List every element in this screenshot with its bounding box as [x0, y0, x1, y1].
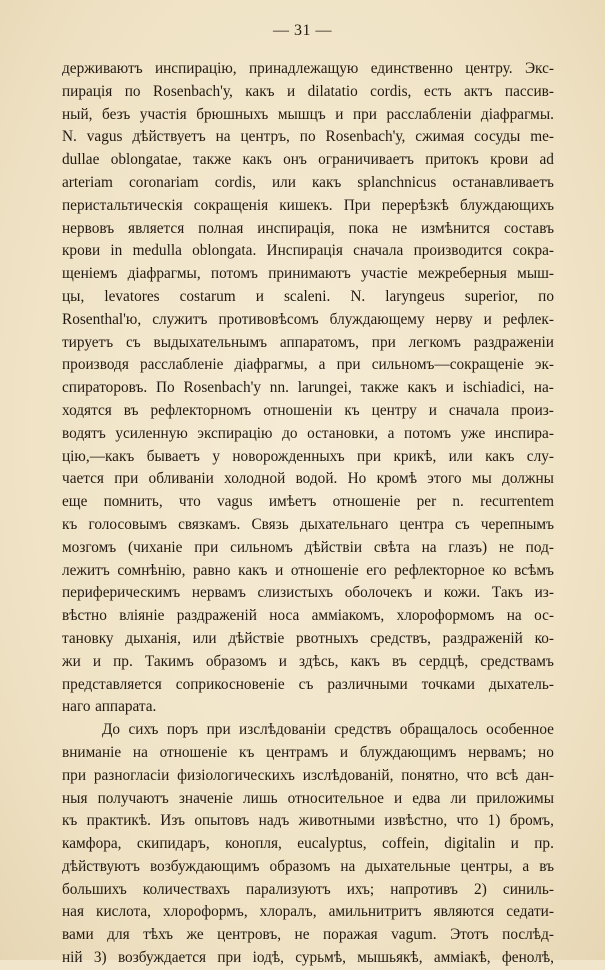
text-line: arteriam coronariam cordis, или какъ splanchnicus останавливаетъ	[62, 173, 554, 191]
text-line: держиваютъ инспирацію, принадлежащую единственно центру. Экс-	[62, 60, 554, 77]
text-line: dullae oblongatae, также какъ онъ ограничиваетъ притокъ крови ad	[62, 151, 554, 169]
text-line: периферическимъ нервамъ слизистыхъ оболочекъ и кожи. Такъ из-	[62, 584, 554, 602]
text-line: жи и пр. Такимъ образомъ и здѣсь, какъ въ сердцѣ, средствамъ	[62, 652, 554, 670]
text-line: еще помнить, что vagus имѣетъ отношеніе per n. recurrentem	[62, 493, 554, 511]
text-line: спираторовъ. По Rosenbach'у nn. larungei, также какъ и ischiadici, на-	[62, 379, 554, 397]
text-line: крови in medulla oblongata. Инспирація сначала производится сокра-	[62, 242, 554, 260]
text-line: представляется соприкосновеніе съ различными точками дыхатель-	[62, 675, 554, 693]
text-line: къ практикѣ. Изъ опытовъ надъ животными извѣстно, что 1) бромъ,	[62, 812, 554, 830]
text-line: цы, levatores costarum и scaleni. N. laryngeus superior, по	[62, 287, 554, 305]
text-line: лежитъ сомнѣнію, равно какъ и отношеніе его рефлекторное ко всѣмъ	[62, 561, 554, 579]
text-line: вѣстно вліяніе раздраженій носа аммiакомъ, хлороформомъ на ос-	[62, 607, 554, 625]
text-line: До сихъ поръ при изслѣдованіи средствъ обращалось особенное	[102, 721, 554, 739]
text-line: цію,—какъ бываетъ у новорожденныхъ при крикѣ, или какъ слу-	[62, 447, 554, 465]
text-line: къ голосовымъ связкамъ. Связь дыхательнаго центра съ черепнымъ	[62, 515, 554, 533]
text-line: вниманіе на отношеніе къ центрамъ и блуждающимъ нервамъ; но	[62, 743, 554, 761]
text-line: большихъ количествахъ парализуютъ ихъ; напротивъ 2) синиль-	[62, 880, 554, 898]
text-line: дѣйствуютъ возбуждающимъ образомъ на дыхательные центры, а въ	[62, 857, 554, 875]
text-line: камфора, скипидаръ, конопля, eucalyptus, coffein, digitalin и пр.	[62, 835, 554, 853]
text-line: вами для тѣхъ же центровъ, не поражая vagum. Этотъ послѣд-	[62, 926, 554, 944]
text-line: ныя получаютъ значеніе лишь относительное и едва ли приложимы	[62, 789, 554, 807]
text-line: перистальтическія сокращенія кишекъ. При перерѣзкѣ блуждающихъ	[62, 196, 554, 214]
text-line: при разногласіи физіологическихъ изслѣдованій, понятно, что всѣ дан-	[62, 766, 554, 784]
text-line: тируетъ съ выдыхательнымъ аппаратомъ, при легкомъ раздраженіи	[62, 333, 554, 351]
text-line: тановку дыханія, или дѣйствіе рвотныхъ средствъ, раздраженій ко-	[62, 629, 554, 647]
text-line: Rosenthal'ю, служитъ противовѣсомъ блуждающему нерву и рефлек-	[62, 310, 554, 328]
text-line: чается при обливаніи холодной водой. Но кромѣ этого мы должны	[62, 470, 554, 488]
text-line: ный, безъ участія брюшныхъ мышцъ и при расслабленіи діафрагмы.	[62, 105, 554, 123]
text-line: производя расслабленіе діафрагмы, а при сильномъ—сокращеніе эк-	[62, 356, 554, 374]
text-line: пирація по Rosenbach'у, какъ и dilatatio cordis, есть актъ пассив-	[62, 82, 554, 100]
text-line: щеніемъ діафрагмы, потомъ принимаютъ участіе межреберныя мыш-	[62, 265, 554, 283]
text-line: наго аппарата.	[62, 698, 157, 716]
body-text	[62, 58, 554, 970]
text-line: ній 3) возбуждается при іодѣ, сурьмѣ, мышьякѣ, аммiакѣ, фенолѣ,	[62, 949, 554, 967]
text-line: N. vagus дѣйствуетъ на центръ, по Rosenbach'у, сжимая сосуды me-	[62, 128, 554, 146]
page-number: — 31 —	[273, 22, 332, 39]
text-line: ходятся въ рефлекторномъ отношеніи къ центру и сначала произ-	[62, 401, 554, 419]
text-line: мозгомъ (чиханіе при сильномъ дѣйствіи свѣта на глазъ) не под-	[62, 538, 554, 556]
text-line: нервовъ является полная инспирація, пока не измѣнится составъ	[62, 219, 554, 237]
text-line: ная кислота, хлороформъ, хлоралъ, амильнитритъ являются седати-	[62, 903, 554, 921]
text-line: водятъ усиленную экспирацію до остановки, а потомъ уже инспира-	[62, 424, 554, 442]
